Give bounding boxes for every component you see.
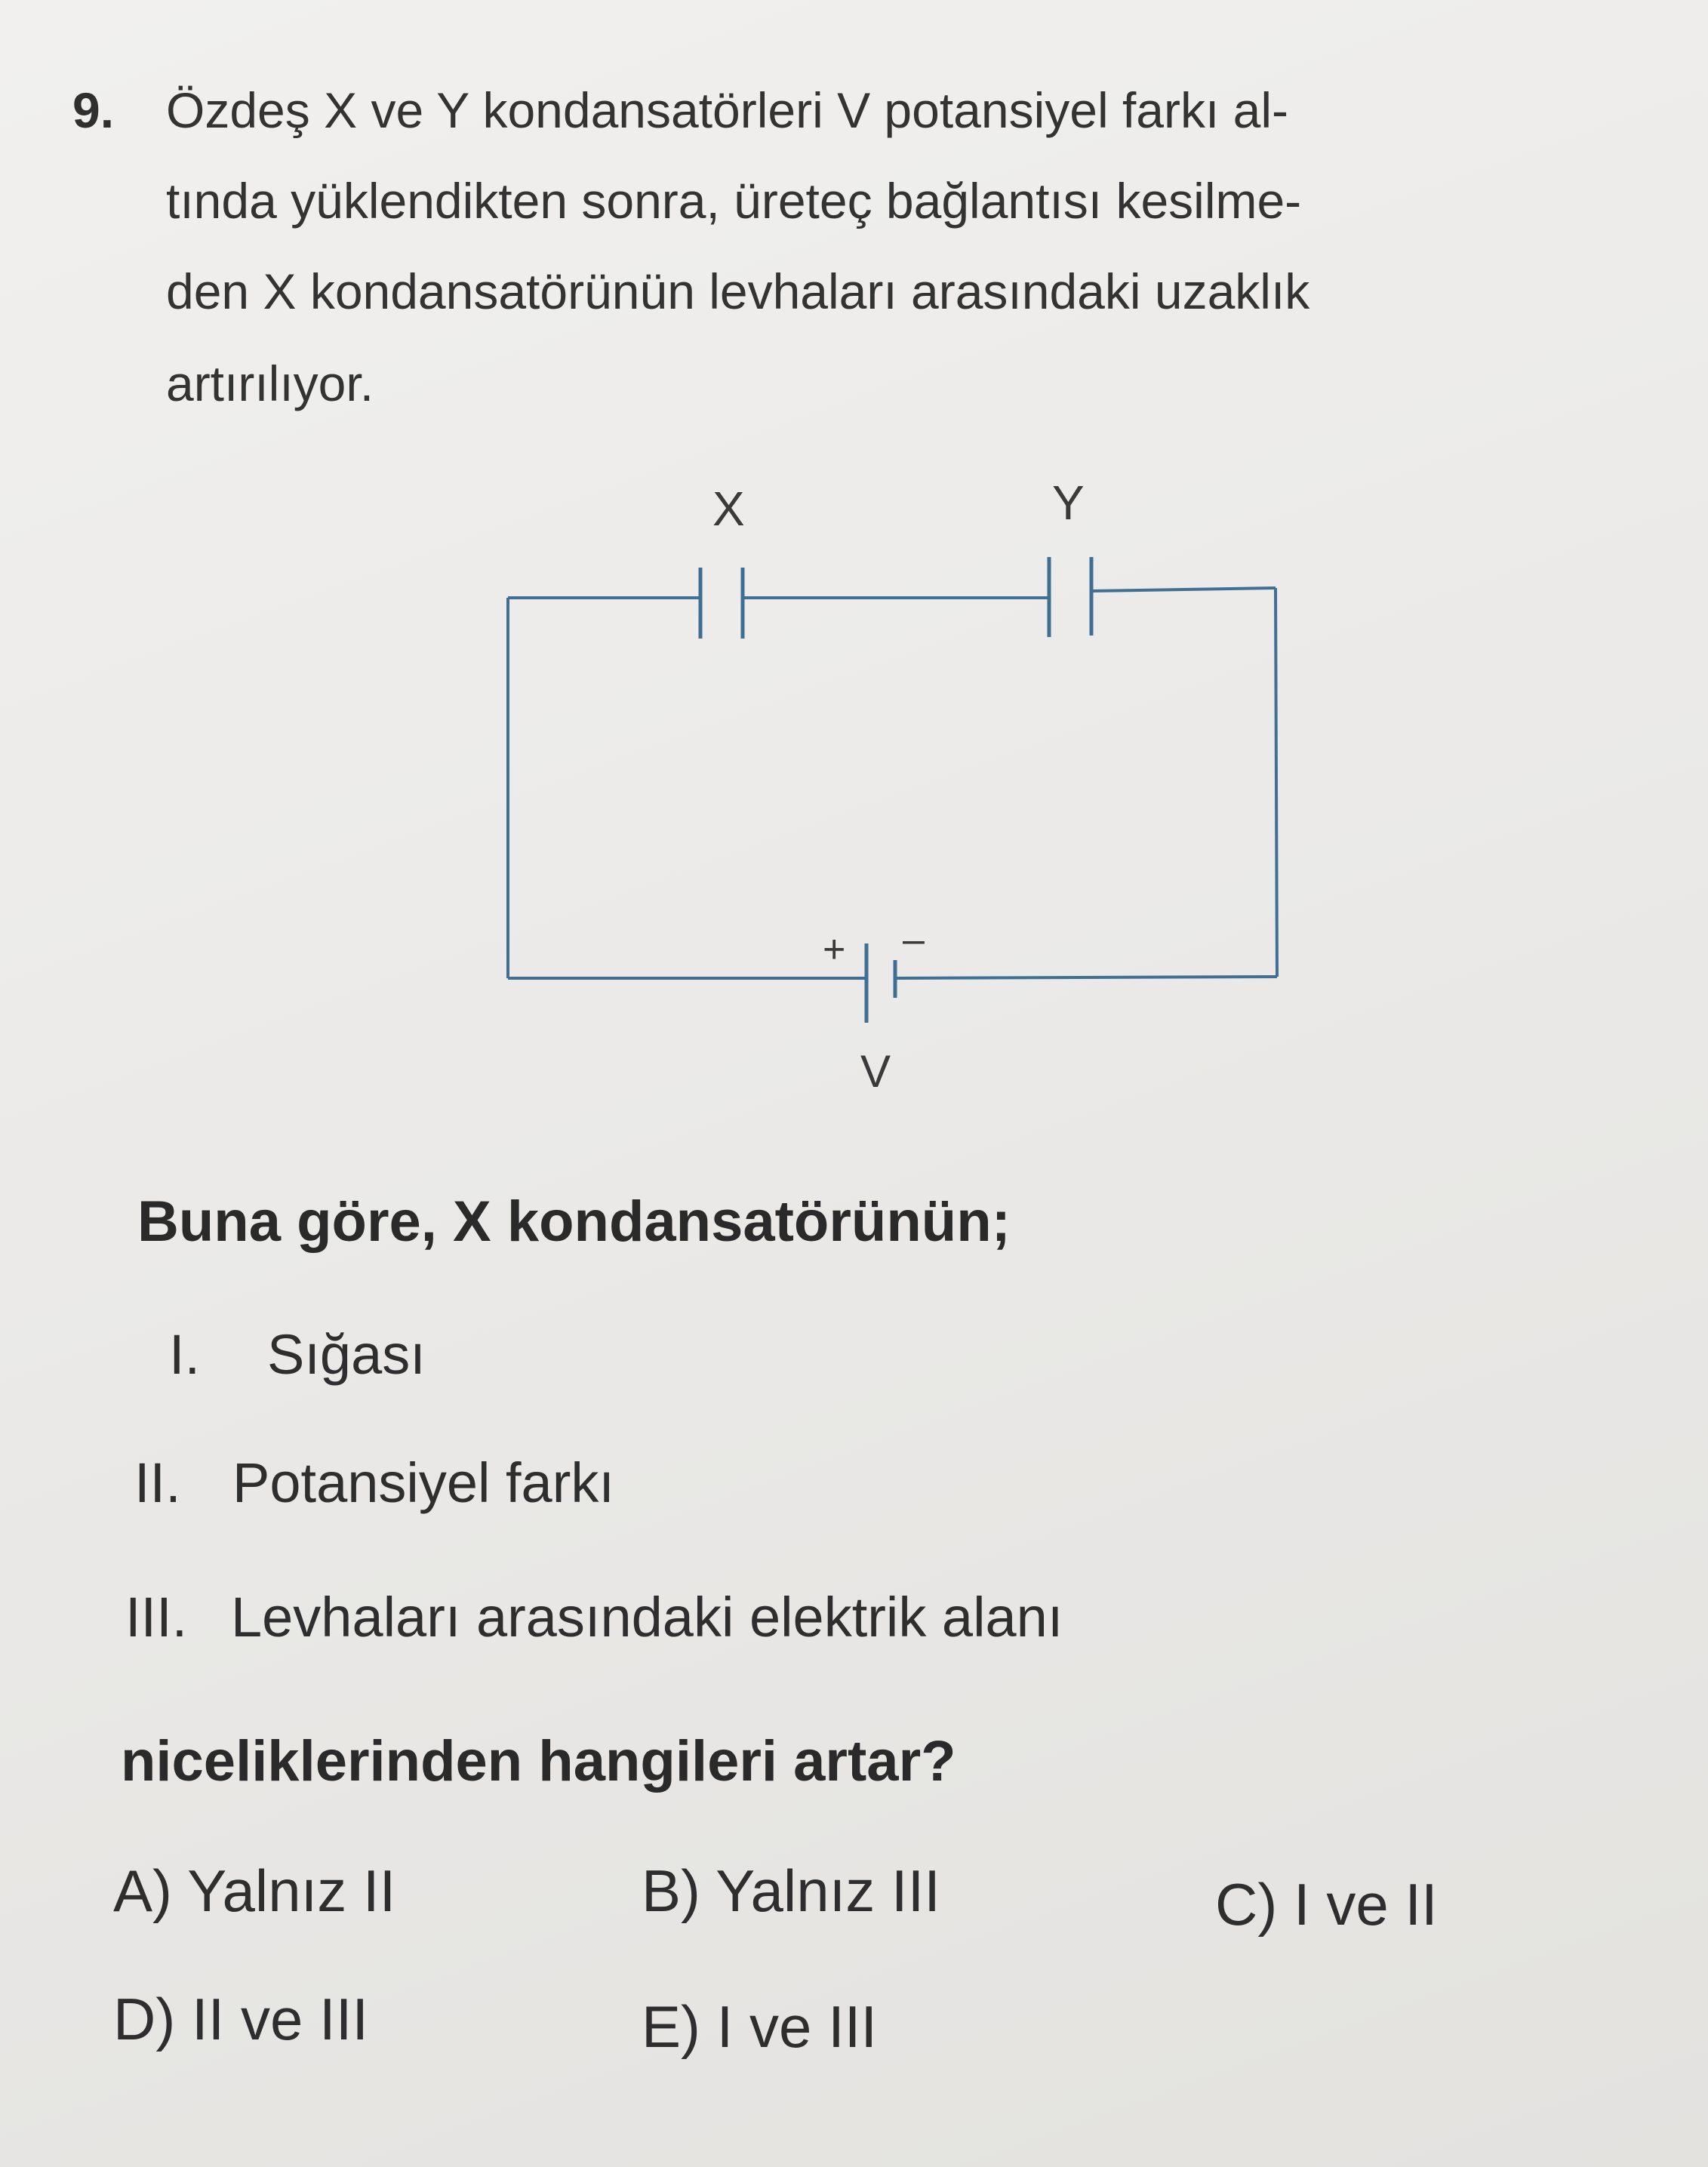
item-2-roman: II.	[134, 1451, 181, 1514]
lead-in-text: Buna göre, X kondansatörünün;	[137, 1190, 1011, 1254]
battery-voltage-label: V	[860, 1046, 891, 1097]
wire-right	[1276, 588, 1277, 977]
option-d[interactable]: D) II ve III	[113, 1986, 369, 2052]
item-3-text: Levhaları arasındaki elektrik alanı	[231, 1586, 1063, 1648]
question-stem-line-2: tında yüklendikten sonra, üreteç bağlantısı kesilme-	[166, 173, 1302, 229]
capacitor-y-label: Y	[1052, 476, 1085, 530]
question-number: 9.	[72, 82, 115, 138]
capacitor-x	[700, 568, 743, 639]
item-1	[169, 1322, 426, 1387]
question-stem-line-4: artırılıyor.	[166, 356, 374, 411]
capacitor-y	[1049, 557, 1091, 637]
battery	[866, 943, 895, 1023]
battery-minus-label: –	[903, 918, 925, 962]
wire-top-right	[1091, 588, 1276, 591]
item-2-text: Potansiyel farkı	[232, 1451, 614, 1514]
item-1-roman: I.	[169, 1323, 201, 1386]
option-b[interactable]: B) Yalnız III	[642, 1858, 940, 1924]
option-c[interactable]: C) I ve II	[1215, 1871, 1438, 1938]
option-a[interactable]: A) Yalnız II	[113, 1858, 396, 1924]
question-ask: niceliklerinden hangileri artar?	[121, 1729, 956, 1793]
item-3-roman: III.	[125, 1586, 188, 1648]
question-stem-line-1: Özdeş X ve Y kondansatörleri V potansiyel farkı al-	[166, 82, 1288, 138]
option-e[interactable]: E) I ve III	[642, 1993, 878, 2060]
battery-plus-label: +	[823, 928, 846, 971]
item-1-text: Sığası	[267, 1323, 426, 1386]
item-3	[125, 1585, 1063, 1649]
wire-bottom-right	[895, 977, 1277, 978]
capacitor-x-label: X	[712, 482, 745, 536]
question-stem-line-3: den X kondansatörünün levhaları arasındaki uzaklık	[166, 263, 1310, 319]
item-2	[134, 1451, 614, 1515]
